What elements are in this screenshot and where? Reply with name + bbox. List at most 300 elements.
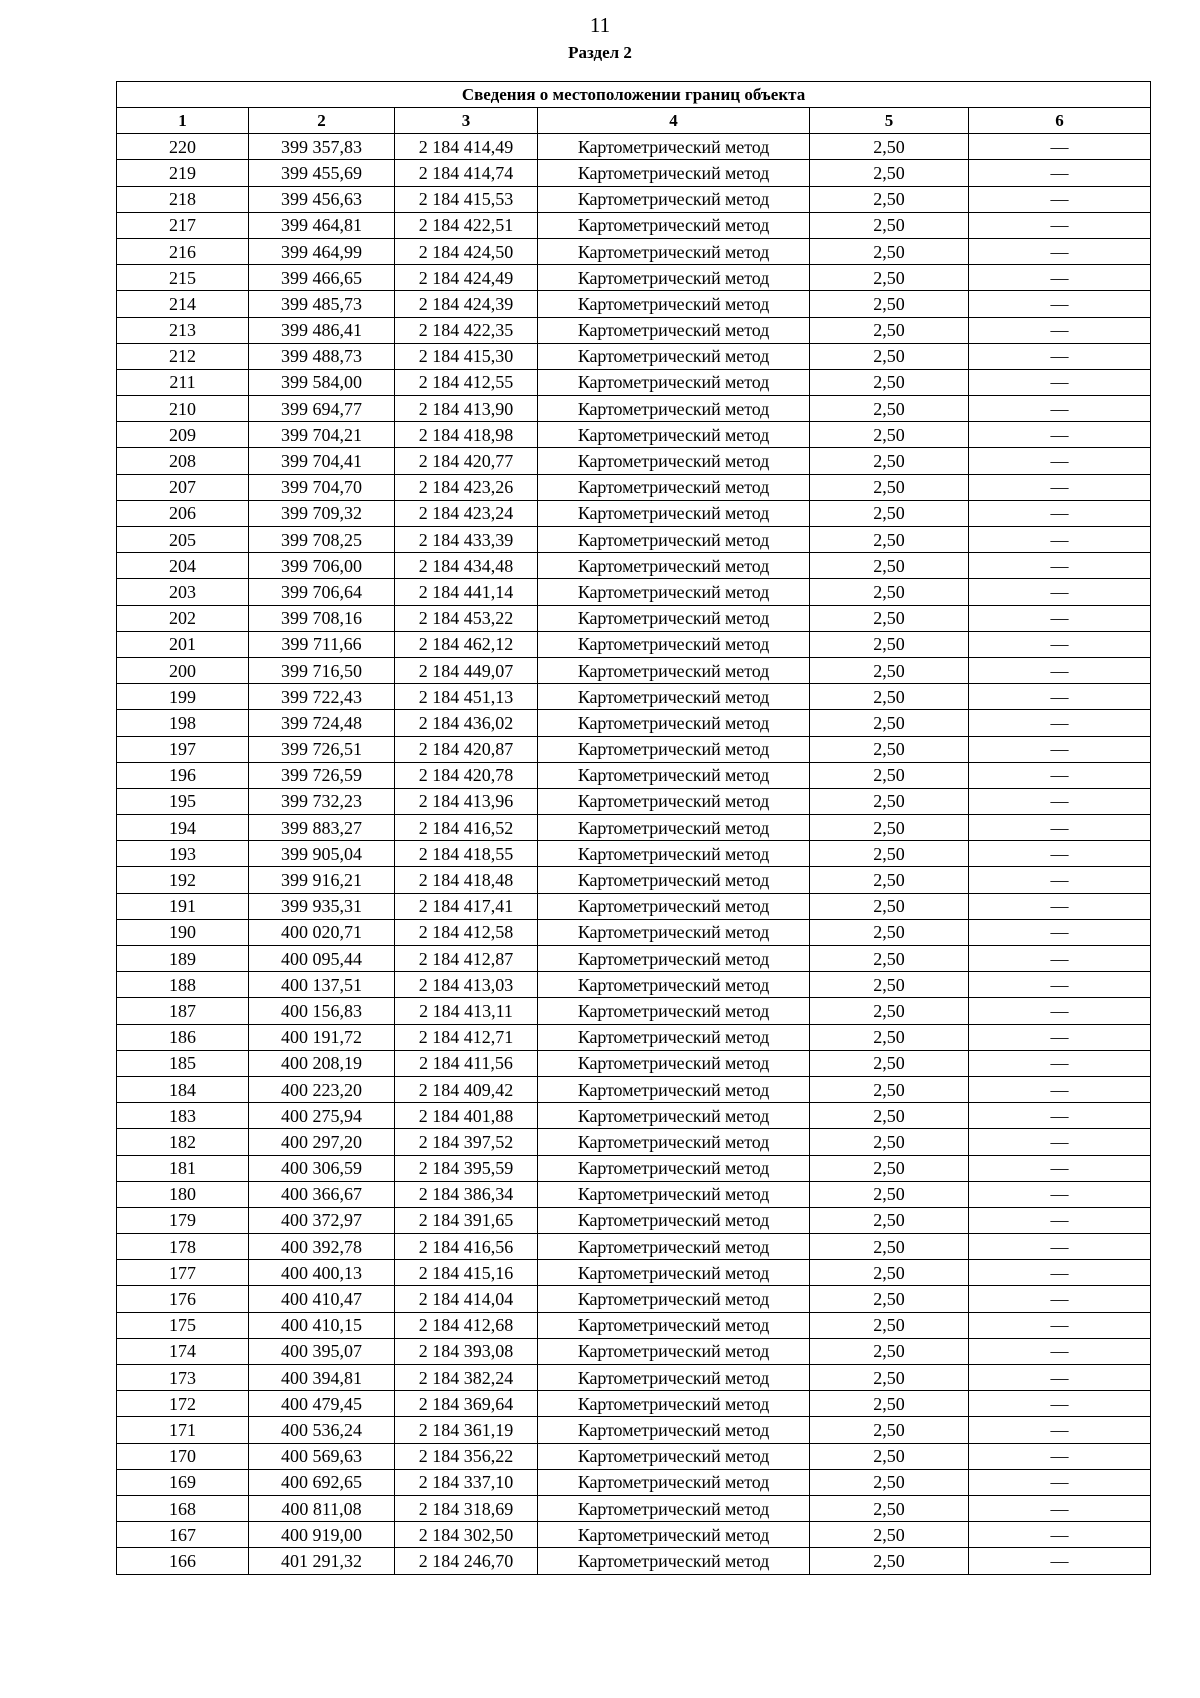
point-number-cell: 176: [117, 1286, 249, 1312]
x-coordinate-cell: 400 400,13: [249, 1260, 395, 1286]
description-cell: —: [969, 448, 1151, 474]
table-caption-row: [117, 82, 1151, 108]
accuracy-cell: 2,50: [810, 422, 969, 448]
method-cell: Картометрический метод: [538, 1050, 810, 1076]
method-cell: Картометрический метод: [538, 657, 810, 683]
point-number-cell: 210: [117, 396, 249, 422]
point-number-cell: 179: [117, 1207, 249, 1233]
method-cell: Картометрический метод: [538, 1181, 810, 1207]
x-coordinate-cell: 399 584,00: [249, 369, 395, 395]
table-row: [117, 1050, 1151, 1076]
accuracy-cell: 2,50: [810, 1024, 969, 1050]
boundary-coordinates-table: [116, 81, 1151, 1575]
x-coordinate-cell: 399 455,69: [249, 160, 395, 186]
description-cell: —: [969, 605, 1151, 631]
accuracy-cell: 2,50: [810, 1443, 969, 1469]
table-row: [117, 160, 1151, 186]
description-cell: —: [969, 369, 1151, 395]
x-coordinate-cell: 399 456,63: [249, 186, 395, 212]
table-row: [117, 1548, 1151, 1574]
method-cell: Картометрический метод: [538, 841, 810, 867]
description-cell: —: [969, 422, 1151, 448]
x-coordinate-cell: 400 208,19: [249, 1050, 395, 1076]
method-cell: Картометрический метод: [538, 343, 810, 369]
y-coordinate-cell: 2 184 412,58: [395, 919, 538, 945]
accuracy-cell: 2,50: [810, 657, 969, 683]
point-number-cell: 183: [117, 1103, 249, 1129]
point-number-cell: 175: [117, 1312, 249, 1338]
x-coordinate-cell: 399 708,25: [249, 527, 395, 553]
y-coordinate-cell: 2 184 412,55: [395, 369, 538, 395]
method-cell: Картометрический метод: [538, 186, 810, 212]
x-coordinate-cell: 399 726,59: [249, 762, 395, 788]
table-row: [117, 657, 1151, 683]
point-number-cell: 200: [117, 657, 249, 683]
accuracy-cell: 2,50: [810, 317, 969, 343]
method-cell: Картометрический метод: [538, 919, 810, 945]
description-cell: —: [969, 1076, 1151, 1102]
point-number-cell: 173: [117, 1365, 249, 1391]
description-cell: —: [969, 238, 1151, 264]
x-coordinate-cell: 399 464,81: [249, 212, 395, 238]
accuracy-cell: 2,50: [810, 186, 969, 212]
method-cell: Картометрический метод: [538, 396, 810, 422]
description-cell: —: [969, 867, 1151, 893]
description-cell: —: [969, 684, 1151, 710]
x-coordinate-cell: 400 020,71: [249, 919, 395, 945]
accuracy-cell: 2,50: [810, 1181, 969, 1207]
x-coordinate-cell: 399 488,73: [249, 343, 395, 369]
x-coordinate-cell: 399 883,27: [249, 815, 395, 841]
point-number-cell: 211: [117, 369, 249, 395]
description-cell: —: [969, 841, 1151, 867]
point-number-cell: 180: [117, 1181, 249, 1207]
point-number-cell: 213: [117, 317, 249, 343]
table-row: [117, 396, 1151, 422]
accuracy-cell: 2,50: [810, 134, 969, 160]
table-row: [117, 1469, 1151, 1495]
x-coordinate-cell: 400 297,20: [249, 1129, 395, 1155]
point-number-cell: 201: [117, 631, 249, 657]
point-number-cell: 178: [117, 1234, 249, 1260]
point-number-cell: 191: [117, 893, 249, 919]
y-coordinate-cell: 2 184 413,90: [395, 396, 538, 422]
x-coordinate-cell: 399 709,32: [249, 500, 395, 526]
y-coordinate-cell: 2 184 436,02: [395, 710, 538, 736]
accuracy-cell: 2,50: [810, 579, 969, 605]
table-row: [117, 448, 1151, 474]
y-coordinate-cell: 2 184 393,08: [395, 1338, 538, 1364]
accuracy-cell: 2,50: [810, 919, 969, 945]
table-row: [117, 736, 1151, 762]
y-coordinate-cell: 2 184 420,78: [395, 762, 538, 788]
accuracy-cell: 2,50: [810, 605, 969, 631]
x-coordinate-cell: 399 694,77: [249, 396, 395, 422]
table-row: [117, 527, 1151, 553]
description-cell: —: [969, 1260, 1151, 1286]
y-coordinate-cell: 2 184 434,48: [395, 553, 538, 579]
y-coordinate-cell: 2 184 386,34: [395, 1181, 538, 1207]
method-cell: Картометрический метод: [538, 815, 810, 841]
method-cell: Картометрический метод: [538, 1207, 810, 1233]
accuracy-cell: 2,50: [810, 212, 969, 238]
x-coordinate-cell: 400 275,94: [249, 1103, 395, 1129]
description-cell: —: [969, 553, 1151, 579]
method-cell: Картометрический метод: [538, 160, 810, 186]
accuracy-cell: 2,50: [810, 291, 969, 317]
table-row: [117, 369, 1151, 395]
point-number-cell: 167: [117, 1522, 249, 1548]
x-coordinate-cell: 399 704,21: [249, 422, 395, 448]
point-number-cell: 214: [117, 291, 249, 317]
accuracy-cell: 2,50: [810, 788, 969, 814]
x-coordinate-cell: 399 706,64: [249, 579, 395, 605]
description-cell: —: [969, 500, 1151, 526]
accuracy-cell: 2,50: [810, 1207, 969, 1233]
table-row: [117, 1155, 1151, 1181]
table-row: [117, 919, 1151, 945]
x-coordinate-cell: 400 410,15: [249, 1312, 395, 1338]
description-cell: —: [969, 1181, 1151, 1207]
y-coordinate-cell: 2 184 441,14: [395, 579, 538, 605]
point-number-cell: 171: [117, 1417, 249, 1443]
table-row: [117, 788, 1151, 814]
x-coordinate-cell: 400 156,83: [249, 998, 395, 1024]
point-number-cell: 198: [117, 710, 249, 736]
table-row: [117, 867, 1151, 893]
description-cell: —: [969, 160, 1151, 186]
point-number-cell: 203: [117, 579, 249, 605]
table-row: [117, 1443, 1151, 1469]
method-cell: Картометрический метод: [538, 1234, 810, 1260]
method-cell: Картометрический метод: [538, 1391, 810, 1417]
table-row: [117, 684, 1151, 710]
y-coordinate-cell: 2 184 418,48: [395, 867, 538, 893]
description-cell: —: [969, 998, 1151, 1024]
accuracy-cell: 2,50: [810, 553, 969, 579]
y-coordinate-cell: 2 184 415,53: [395, 186, 538, 212]
method-cell: Картометрический метод: [538, 422, 810, 448]
x-coordinate-cell: 399 486,41: [249, 317, 395, 343]
x-coordinate-cell: 399 485,73: [249, 291, 395, 317]
x-coordinate-cell: 399 704,41: [249, 448, 395, 474]
accuracy-cell: 2,50: [810, 527, 969, 553]
description-cell: —: [969, 1443, 1151, 1469]
column-header-2: 2: [249, 108, 395, 134]
method-cell: Картометрический метод: [538, 1495, 810, 1521]
table-row: [117, 212, 1151, 238]
table-row: [117, 1129, 1151, 1155]
method-cell: Картометрический метод: [538, 684, 810, 710]
x-coordinate-cell: 399 357,83: [249, 134, 395, 160]
description-cell: —: [969, 1548, 1151, 1574]
description-cell: —: [969, 1391, 1151, 1417]
x-coordinate-cell: 400 692,65: [249, 1469, 395, 1495]
accuracy-cell: 2,50: [810, 343, 969, 369]
table-row: [117, 422, 1151, 448]
x-coordinate-cell: 400 811,08: [249, 1495, 395, 1521]
table-body: [117, 134, 1151, 1574]
table-row: [117, 1365, 1151, 1391]
point-number-cell: 189: [117, 946, 249, 972]
description-cell: —: [969, 265, 1151, 291]
description-cell: —: [969, 815, 1151, 841]
y-coordinate-cell: 2 184 422,35: [395, 317, 538, 343]
x-coordinate-cell: 399 466,65: [249, 265, 395, 291]
table-row: [117, 238, 1151, 264]
x-coordinate-cell: 400 479,45: [249, 1391, 395, 1417]
accuracy-cell: 2,50: [810, 867, 969, 893]
y-coordinate-cell: 2 184 424,50: [395, 238, 538, 264]
accuracy-cell: 2,50: [810, 396, 969, 422]
accuracy-cell: 2,50: [810, 1365, 969, 1391]
x-coordinate-cell: 399 708,16: [249, 605, 395, 631]
method-cell: Картометрический метод: [538, 605, 810, 631]
accuracy-cell: 2,50: [810, 946, 969, 972]
table-row: [117, 1076, 1151, 1102]
method-cell: Картометрический метод: [538, 893, 810, 919]
table-row: [117, 1417, 1151, 1443]
method-cell: Картометрический метод: [538, 1103, 810, 1129]
point-number-cell: 172: [117, 1391, 249, 1417]
y-coordinate-cell: 2 184 420,87: [395, 736, 538, 762]
y-coordinate-cell: 2 184 412,87: [395, 946, 538, 972]
method-cell: Картометрический метод: [538, 1338, 810, 1364]
description-cell: —: [969, 946, 1151, 972]
table-row: [117, 343, 1151, 369]
point-number-cell: 199: [117, 684, 249, 710]
accuracy-cell: 2,50: [810, 1522, 969, 1548]
method-cell: Картометрический метод: [538, 736, 810, 762]
description-cell: —: [969, 1338, 1151, 1364]
x-coordinate-cell: 400 095,44: [249, 946, 395, 972]
table-caption: Сведения о местоположении границ объекта: [117, 82, 1151, 108]
x-coordinate-cell: 400 919,00: [249, 1522, 395, 1548]
table-row: [117, 1391, 1151, 1417]
description-cell: —: [969, 788, 1151, 814]
description-cell: —: [969, 919, 1151, 945]
method-cell: Картометрический метод: [538, 1076, 810, 1102]
y-coordinate-cell: 2 184 462,12: [395, 631, 538, 657]
y-coordinate-cell: 2 184 416,52: [395, 815, 538, 841]
y-coordinate-cell: 2 184 417,41: [395, 893, 538, 919]
description-cell: —: [969, 317, 1151, 343]
description-cell: —: [969, 1312, 1151, 1338]
description-cell: —: [969, 657, 1151, 683]
point-number-cell: 193: [117, 841, 249, 867]
method-cell: Картометрический метод: [538, 448, 810, 474]
accuracy-cell: 2,50: [810, 265, 969, 291]
method-cell: Картометрический метод: [538, 134, 810, 160]
table-row: [117, 474, 1151, 500]
description-cell: —: [969, 1365, 1151, 1391]
y-coordinate-cell: 2 184 423,26: [395, 474, 538, 500]
column-header-1: 1: [117, 108, 249, 134]
method-cell: Картометрический метод: [538, 500, 810, 526]
y-coordinate-cell: 2 184 401,88: [395, 1103, 538, 1129]
description-cell: —: [969, 893, 1151, 919]
accuracy-cell: 2,50: [810, 1103, 969, 1129]
accuracy-cell: 2,50: [810, 1234, 969, 1260]
point-number-cell: 166: [117, 1548, 249, 1574]
y-coordinate-cell: 2 184 423,24: [395, 500, 538, 526]
method-cell: Картометрический метод: [538, 998, 810, 1024]
point-number-cell: 208: [117, 448, 249, 474]
method-cell: Картометрический метод: [538, 1548, 810, 1574]
x-coordinate-cell: 401 291,32: [249, 1548, 395, 1574]
method-cell: Картометрический метод: [538, 579, 810, 605]
table-row: [117, 710, 1151, 736]
description-cell: —: [969, 1155, 1151, 1181]
method-cell: Картометрический метод: [538, 1417, 810, 1443]
x-coordinate-cell: 399 726,51: [249, 736, 395, 762]
accuracy-cell: 2,50: [810, 160, 969, 186]
table-row: [117, 186, 1151, 212]
point-number-cell: 220: [117, 134, 249, 160]
column-header-4: 4: [538, 108, 810, 134]
x-coordinate-cell: 399 935,31: [249, 893, 395, 919]
description-cell: —: [969, 1129, 1151, 1155]
point-number-cell: 218: [117, 186, 249, 212]
description-cell: —: [969, 1417, 1151, 1443]
method-cell: Картометрический метод: [538, 1129, 810, 1155]
table-row: [117, 291, 1151, 317]
method-cell: Картометрический метод: [538, 238, 810, 264]
point-number-cell: 177: [117, 1260, 249, 1286]
method-cell: Картометрический метод: [538, 1260, 810, 1286]
point-number-cell: 209: [117, 422, 249, 448]
description-cell: —: [969, 579, 1151, 605]
column-header-6: 6: [969, 108, 1151, 134]
accuracy-cell: 2,50: [810, 1495, 969, 1521]
accuracy-cell: 2,50: [810, 631, 969, 657]
section-title: Раздел 2: [568, 43, 632, 62]
table-row: [117, 1181, 1151, 1207]
accuracy-cell: 2,50: [810, 815, 969, 841]
method-cell: Картометрический метод: [538, 1286, 810, 1312]
description-cell: —: [969, 631, 1151, 657]
x-coordinate-cell: 399 916,21: [249, 867, 395, 893]
y-coordinate-cell: 2 184 415,16: [395, 1260, 538, 1286]
point-number-cell: 215: [117, 265, 249, 291]
accuracy-cell: 2,50: [810, 1312, 969, 1338]
y-coordinate-cell: 2 184 433,39: [395, 527, 538, 553]
y-coordinate-cell: 2 184 424,49: [395, 265, 538, 291]
y-coordinate-cell: 2 184 356,22: [395, 1443, 538, 1469]
accuracy-cell: 2,50: [810, 1076, 969, 1102]
table-row: [117, 1495, 1151, 1521]
accuracy-cell: 2,50: [810, 1260, 969, 1286]
y-coordinate-cell: 2 184 413,96: [395, 788, 538, 814]
x-coordinate-cell: 399 706,00: [249, 553, 395, 579]
description-cell: —: [969, 1050, 1151, 1076]
accuracy-cell: 2,50: [810, 1417, 969, 1443]
description-cell: —: [969, 291, 1151, 317]
description-cell: —: [969, 212, 1151, 238]
description-cell: —: [969, 343, 1151, 369]
point-number-cell: 174: [117, 1338, 249, 1364]
method-cell: Картометрический метод: [538, 527, 810, 553]
method-cell: Картометрический метод: [538, 1443, 810, 1469]
point-number-cell: 204: [117, 553, 249, 579]
y-coordinate-cell: 2 184 449,07: [395, 657, 538, 683]
table-row: [117, 1286, 1151, 1312]
description-cell: —: [969, 1103, 1151, 1129]
accuracy-cell: 2,50: [810, 1155, 969, 1181]
y-coordinate-cell: 2 184 413,03: [395, 972, 538, 998]
point-number-cell: 192: [117, 867, 249, 893]
x-coordinate-cell: 400 536,24: [249, 1417, 395, 1443]
method-cell: Картометрический метод: [538, 553, 810, 579]
table-row: [117, 631, 1151, 657]
description-cell: —: [969, 1522, 1151, 1548]
method-cell: Картометрический метод: [538, 1522, 810, 1548]
table-row: [117, 265, 1151, 291]
x-coordinate-cell: 400 306,59: [249, 1155, 395, 1181]
x-coordinate-cell: 400 191,72: [249, 1024, 395, 1050]
page-number: 11: [589, 13, 611, 37]
table-row: [117, 1338, 1151, 1364]
accuracy-cell: 2,50: [810, 1338, 969, 1364]
table-row: [117, 317, 1151, 343]
point-number-cell: 196: [117, 762, 249, 788]
accuracy-cell: 2,50: [810, 238, 969, 264]
y-coordinate-cell: 2 184 414,04: [395, 1286, 538, 1312]
accuracy-cell: 2,50: [810, 448, 969, 474]
description-cell: —: [969, 186, 1151, 212]
y-coordinate-cell: 2 184 424,39: [395, 291, 538, 317]
description-cell: —: [969, 1234, 1151, 1260]
y-coordinate-cell: 2 184 411,56: [395, 1050, 538, 1076]
accuracy-cell: 2,50: [810, 1050, 969, 1076]
accuracy-cell: 2,50: [810, 474, 969, 500]
column-header-3: 3: [395, 108, 538, 134]
accuracy-cell: 2,50: [810, 1391, 969, 1417]
description-cell: —: [969, 1495, 1151, 1521]
y-coordinate-cell: 2 184 415,30: [395, 343, 538, 369]
point-number-cell: 185: [117, 1050, 249, 1076]
y-coordinate-cell: 2 184 395,59: [395, 1155, 538, 1181]
method-cell: Картометрический метод: [538, 710, 810, 736]
y-coordinate-cell: 2 184 414,49: [395, 134, 538, 160]
description-cell: —: [969, 736, 1151, 762]
description-cell: —: [969, 762, 1151, 788]
x-coordinate-cell: 400 372,97: [249, 1207, 395, 1233]
x-coordinate-cell: 400 394,81: [249, 1365, 395, 1391]
point-number-cell: 207: [117, 474, 249, 500]
table-row: [117, 762, 1151, 788]
accuracy-cell: 2,50: [810, 369, 969, 395]
y-coordinate-cell: 2 184 412,71: [395, 1024, 538, 1050]
table-row: [117, 1260, 1151, 1286]
table-row: [117, 134, 1151, 160]
method-cell: Картометрический метод: [538, 867, 810, 893]
y-coordinate-cell: 2 184 382,24: [395, 1365, 538, 1391]
method-cell: Картометрический метод: [538, 946, 810, 972]
description-cell: —: [969, 972, 1151, 998]
description-cell: —: [969, 1024, 1151, 1050]
table-row: [117, 893, 1151, 919]
point-number-cell: 205: [117, 527, 249, 553]
x-coordinate-cell: 400 366,67: [249, 1181, 395, 1207]
accuracy-cell: 2,50: [810, 710, 969, 736]
description-cell: —: [969, 396, 1151, 422]
column-header-5: 5: [810, 108, 969, 134]
y-coordinate-cell: 2 184 420,77: [395, 448, 538, 474]
x-coordinate-cell: 400 569,63: [249, 1443, 395, 1469]
x-coordinate-cell: 399 905,04: [249, 841, 395, 867]
point-number-cell: 169: [117, 1469, 249, 1495]
